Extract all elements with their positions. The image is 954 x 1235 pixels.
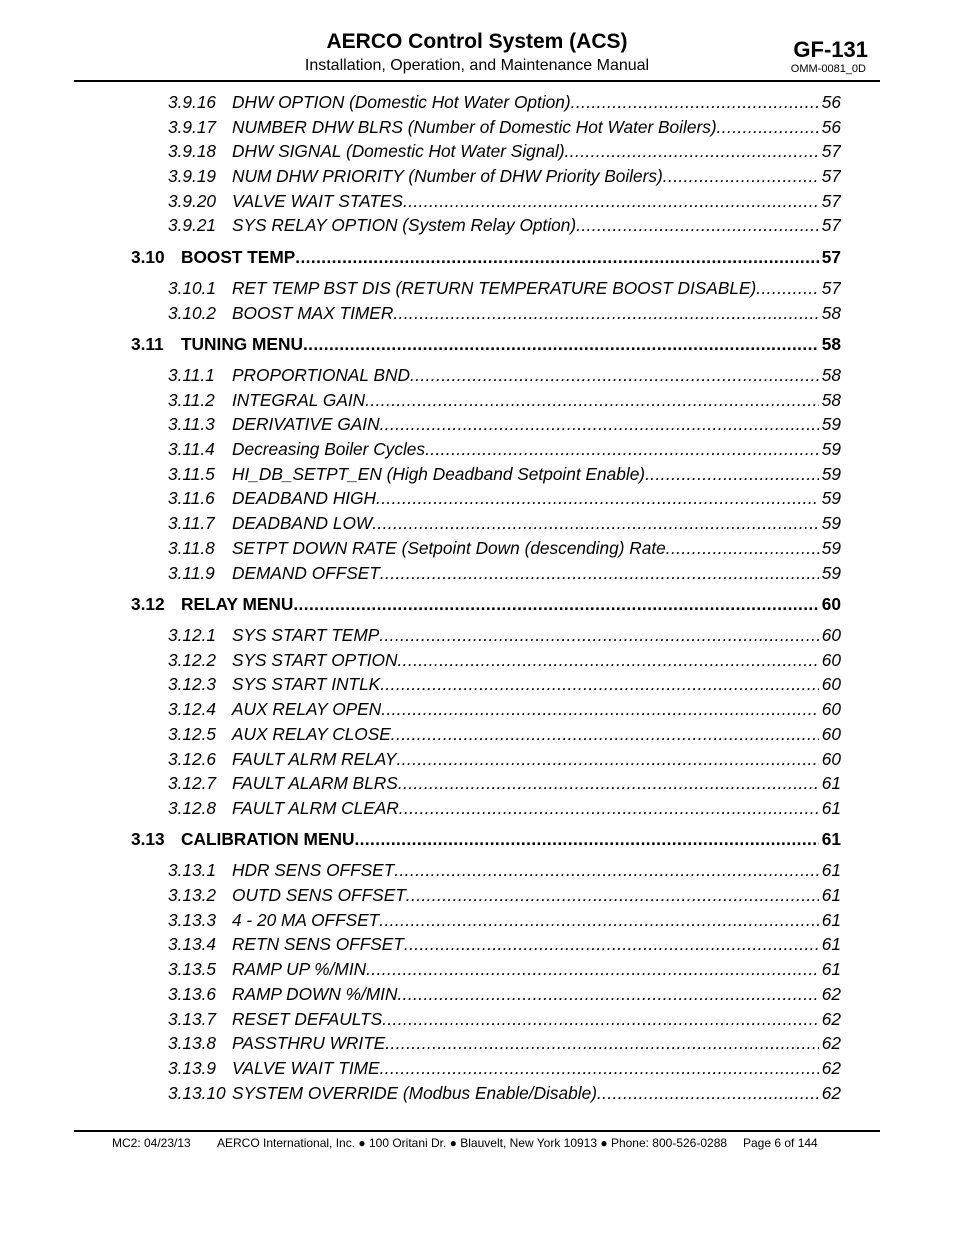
toc-subsection-entry[interactable] bbox=[168, 563, 841, 583]
toc-subsection-entry[interactable] bbox=[168, 773, 841, 793]
toc-entry-page: 57 bbox=[821, 141, 841, 161]
toc-entry-title: FAULT ALARM BLRS bbox=[232, 773, 398, 793]
toc-dot-leader bbox=[663, 166, 819, 186]
toc-entry-title: PASSTHRU WRITE bbox=[232, 1033, 386, 1053]
toc-entry-number: 3.13.10 bbox=[168, 1083, 226, 1103]
toc-dot-leader bbox=[380, 674, 819, 694]
toc-entry-number: 3.13.1 bbox=[168, 860, 217, 880]
toc-entry-title: HDR SENS OFFSET bbox=[232, 860, 395, 880]
toc-entry-title: VALVE WAIT TIME bbox=[232, 1058, 380, 1078]
toc-entry-title: DHW SIGNAL (Domestic Hot Water Signal) bbox=[232, 141, 565, 161]
toc-subsection-entry[interactable] bbox=[168, 92, 841, 112]
toc-entry-title: CALIBRATION MENU bbox=[181, 829, 355, 849]
toc-entry-number: 3.12.4 bbox=[168, 699, 217, 719]
toc-entry-title: RET TEMP BST DIS (RETURN TEMPERATURE BOOST DISABLE) bbox=[232, 278, 757, 298]
toc-entry-number: 3.11.7 bbox=[168, 513, 215, 533]
toc-entry-page: 56 bbox=[821, 117, 841, 137]
toc-dot-leader bbox=[397, 984, 818, 1004]
toc-entry-page: 62 bbox=[821, 1058, 841, 1078]
toc-subsection-entry[interactable] bbox=[168, 724, 841, 744]
toc-subsection-entry[interactable] bbox=[168, 1083, 841, 1103]
toc-dot-leader bbox=[397, 749, 819, 769]
toc-dot-leader bbox=[295, 247, 819, 267]
toc-entry-page: 58 bbox=[821, 303, 841, 323]
toc-entry-number: 3.11.1 bbox=[168, 365, 215, 385]
toc-entry-number: 3.9.19 bbox=[168, 166, 217, 186]
toc-entry-number: 3.9.18 bbox=[168, 141, 217, 161]
toc-entry-title: DEMAND OFFSET bbox=[232, 563, 380, 583]
toc-entry-title: SYS START TEMP bbox=[232, 625, 380, 645]
toc-subsection-entry[interactable] bbox=[168, 117, 841, 137]
toc-dot-leader bbox=[379, 625, 819, 645]
toc-entry-page: 62 bbox=[821, 984, 841, 1004]
toc-entry-number: 3.11.8 bbox=[168, 538, 215, 558]
toc-entry-page: 59 bbox=[821, 464, 841, 484]
toc-entry-title: SETPT DOWN RATE (Setpoint Down (descending) Rate bbox=[232, 538, 666, 558]
toc-dot-leader bbox=[385, 1033, 818, 1053]
toc-entry-title: DEADBAND HIGH bbox=[232, 488, 377, 508]
toc-dot-leader bbox=[293, 594, 818, 614]
toc-entry-number: 3.11.6 bbox=[168, 488, 215, 508]
toc-entry-page: 60 bbox=[821, 699, 841, 719]
toc-subsection-entry[interactable] bbox=[168, 141, 841, 161]
toc-subsection-entry[interactable] bbox=[168, 538, 841, 558]
toc-entry-title: OUTD SENS OFFSET bbox=[232, 885, 406, 905]
toc-entry-page: 59 bbox=[821, 563, 841, 583]
toc-entry-number: 3.9.16 bbox=[168, 92, 217, 112]
toc-entry-page: 57 bbox=[821, 166, 841, 186]
toc-entry-number: 3.13.7 bbox=[168, 1009, 217, 1029]
footer-divider bbox=[74, 1130, 880, 1132]
toc-entry-number: 3.13.4 bbox=[168, 934, 217, 954]
toc-dot-leader bbox=[394, 860, 819, 880]
toc-dot-leader bbox=[380, 563, 819, 583]
toc-entry-title: NUMBER DHW BLRS (Number of Domestic Hot Water Boilers) bbox=[232, 117, 717, 137]
toc-entry-number: 3.12.6 bbox=[168, 749, 217, 769]
toc-section-entry[interactable] bbox=[131, 334, 841, 354]
toc-subsection-entry[interactable] bbox=[168, 885, 841, 905]
toc-entry-title: HI_DB_SETPT_EN (High Deadband Setpoint Enable) bbox=[232, 464, 646, 484]
toc-entry-number: 3.11.9 bbox=[168, 563, 215, 583]
toc-entry-page: 58 bbox=[821, 365, 841, 385]
toc-subsection-entry[interactable] bbox=[168, 166, 841, 186]
document-number: OMM-0081_0D bbox=[790, 63, 866, 75]
toc-entry-page: 58 bbox=[821, 390, 841, 410]
toc-subsection-entry[interactable] bbox=[168, 699, 841, 719]
toc-entry-page: 59 bbox=[821, 488, 841, 508]
toc-dot-leader bbox=[366, 959, 819, 979]
toc-entry-number: 3.13 bbox=[131, 829, 165, 849]
toc-entry-number: 3.10.2 bbox=[168, 303, 217, 323]
toc-entry-page: 61 bbox=[821, 773, 841, 793]
toc-entry-title: DEADBAND LOW bbox=[232, 513, 373, 533]
toc-subsection-entry[interactable] bbox=[168, 390, 841, 410]
toc-entry-number: 3.12.1 bbox=[168, 625, 217, 645]
toc-entry-title: RETN SENS OFFSET bbox=[232, 934, 404, 954]
toc-entry-number: 3.12.8 bbox=[168, 798, 217, 818]
toc-entry-page: 60 bbox=[821, 674, 841, 694]
document-subtitle: Installation, Operation, and Maintenance Manual bbox=[304, 57, 650, 74]
toc-entry-number: 3.12.2 bbox=[168, 650, 217, 670]
toc-entry-title: AUX RELAY CLOSE bbox=[232, 724, 391, 744]
toc-dot-leader bbox=[303, 334, 819, 354]
toc-subsection-entry[interactable] bbox=[168, 959, 841, 979]
toc-dot-leader bbox=[381, 699, 819, 719]
toc-entry-page: 59 bbox=[821, 439, 841, 459]
toc-subsection-entry[interactable] bbox=[168, 278, 841, 298]
toc-entry-number: 3.13.2 bbox=[168, 885, 217, 905]
toc-entry-number: 3.12.7 bbox=[168, 773, 217, 793]
toc-dot-leader bbox=[756, 278, 819, 298]
toc-entry-number: 3.13.5 bbox=[168, 959, 217, 979]
toc-subsection-entry[interactable] bbox=[168, 215, 841, 235]
toc-dot-leader bbox=[576, 215, 819, 235]
toc-dot-leader bbox=[397, 650, 818, 670]
footer-date: MC2: 04/23/13 bbox=[112, 1136, 191, 1150]
toc-dot-leader bbox=[382, 1009, 819, 1029]
toc-entry-page: 60 bbox=[821, 650, 841, 670]
toc-subsection-entry[interactable] bbox=[168, 798, 841, 818]
toc-entry-title: DHW OPTION (Domestic Hot Water Option) bbox=[232, 92, 571, 112]
toc-entry-number: 3.11 bbox=[131, 334, 164, 354]
toc-entry-number: 3.11.4 bbox=[168, 439, 215, 459]
toc-entry-title: INTEGRAL GAIN bbox=[232, 390, 366, 410]
toc-section-entry[interactable] bbox=[131, 829, 841, 849]
toc-entry-title: BOOST MAX TIMER bbox=[232, 303, 394, 323]
toc-subsection-entry[interactable] bbox=[168, 365, 841, 385]
toc-entry-page: 56 bbox=[821, 92, 841, 112]
toc-dot-leader bbox=[380, 414, 819, 434]
toc-entry-title: SYS START INTLK bbox=[232, 674, 381, 694]
toc-entry-title: SYSTEM OVERRIDE (Modbus Enable/Disable) bbox=[232, 1083, 597, 1103]
toc-entry-number: 3.13.6 bbox=[168, 984, 217, 1004]
toc-entry-page: 60 bbox=[821, 594, 841, 614]
toc-entry-page: 57 bbox=[821, 191, 841, 211]
toc-dot-leader bbox=[666, 538, 819, 558]
toc-subsection-entry[interactable] bbox=[168, 1033, 841, 1053]
toc-entry-number: 3.12 bbox=[131, 594, 165, 614]
toc-entry-number: 3.9.17 bbox=[168, 117, 217, 137]
toc-dot-leader bbox=[645, 464, 819, 484]
toc-entry-number: 3.9.21 bbox=[168, 215, 217, 235]
toc-entry-title: RESET DEFAULTS bbox=[232, 1009, 383, 1029]
toc-entry-number: 3.12.3 bbox=[168, 674, 217, 694]
toc-dot-leader bbox=[393, 303, 818, 323]
toc-subsection-entry[interactable] bbox=[168, 625, 841, 645]
toc-entry-page: 59 bbox=[821, 538, 841, 558]
toc-dot-leader bbox=[597, 1083, 819, 1103]
toc-entry-title: AUX RELAY OPEN bbox=[232, 699, 382, 719]
toc-dot-leader bbox=[571, 92, 819, 112]
toc-dot-leader bbox=[410, 365, 819, 385]
toc-entry-title: VALVE WAIT STATES bbox=[232, 191, 403, 211]
toc-entry-title: SYS RELAY OPTION (System Relay Option) bbox=[232, 215, 577, 235]
toc-entry-title: FAULT ALRM RELAY bbox=[232, 749, 397, 769]
toc-entry-page: 59 bbox=[821, 513, 841, 533]
toc-dot-leader bbox=[354, 829, 818, 849]
toc-entry-page: 60 bbox=[821, 625, 841, 645]
toc-entry-page: 62 bbox=[821, 1083, 841, 1103]
toc-dot-leader bbox=[404, 934, 819, 954]
toc-entry-title: RAMP DOWN %/MIN bbox=[232, 984, 398, 1004]
toc-subsection-entry[interactable] bbox=[168, 1009, 841, 1029]
toc-subsection-entry[interactable] bbox=[168, 1058, 841, 1078]
toc-entry-number: 3.13.8 bbox=[168, 1033, 217, 1053]
toc-subsection-entry[interactable] bbox=[168, 674, 841, 694]
toc-entry-number: 3.13.3 bbox=[168, 910, 217, 930]
toc-section-entry[interactable] bbox=[131, 247, 841, 267]
toc-entry-page: 62 bbox=[821, 1033, 841, 1053]
toc-dot-leader bbox=[403, 191, 819, 211]
toc-dot-leader bbox=[379, 910, 819, 930]
toc-entry-number: 3.11.2 bbox=[168, 390, 215, 410]
toc-entry-page: 61 bbox=[821, 798, 841, 818]
toc-entry-page: 58 bbox=[821, 334, 841, 354]
toc-dot-leader bbox=[365, 390, 819, 410]
toc-subsection-entry[interactable] bbox=[168, 414, 841, 434]
toc-subsection-entry[interactable] bbox=[168, 439, 841, 459]
toc-entry-number: 3.11.3 bbox=[168, 414, 215, 434]
toc-entry-title: NUM DHW PRIORITY (Number of DHW Priority Boilers) bbox=[232, 166, 663, 186]
toc-entry-page: 61 bbox=[821, 934, 841, 954]
toc-dot-leader bbox=[376, 488, 819, 508]
footer-page-number: Page 6 of 144 bbox=[743, 1136, 818, 1150]
toc-dot-leader bbox=[425, 439, 819, 459]
toc-section-entry[interactable] bbox=[131, 594, 841, 614]
toc-dot-leader bbox=[399, 798, 819, 818]
toc-dot-leader bbox=[372, 513, 819, 533]
toc-subsection-entry[interactable] bbox=[168, 934, 841, 954]
toc-entry-title: RAMP UP %/MIN bbox=[232, 959, 367, 979]
toc-subsection-entry[interactable] bbox=[168, 191, 841, 211]
toc-entry-page: 61 bbox=[821, 885, 841, 905]
toc-dot-leader bbox=[380, 1058, 819, 1078]
toc-entry-page: 57 bbox=[821, 247, 841, 267]
toc-entry-title: SYS START OPTION bbox=[232, 650, 398, 670]
toc-subsection-entry[interactable] bbox=[168, 910, 841, 930]
toc-entry-title: TUNING MENU bbox=[181, 334, 303, 354]
toc-subsection-entry[interactable] bbox=[168, 984, 841, 1004]
header-divider bbox=[74, 80, 880, 82]
toc-subsection-entry[interactable] bbox=[168, 650, 841, 670]
toc-entry-title: DERIVATIVE GAIN bbox=[232, 414, 380, 434]
toc-dot-leader bbox=[406, 885, 819, 905]
toc-entry-number: 3.9.20 bbox=[168, 191, 217, 211]
toc-subsection-entry[interactable] bbox=[168, 513, 841, 533]
toc-entry-page: 57 bbox=[821, 278, 841, 298]
toc-dot-leader bbox=[391, 724, 819, 744]
document-code: GF-131 bbox=[793, 37, 868, 62]
toc-subsection-entry[interactable] bbox=[168, 303, 841, 323]
toc-entry-title: FAULT ALRM CLEAR bbox=[232, 798, 399, 818]
toc-dot-leader bbox=[717, 117, 819, 137]
toc-dot-leader bbox=[565, 141, 819, 161]
toc-entry-page: 61 bbox=[821, 959, 841, 979]
toc-entry-page: 62 bbox=[821, 1009, 841, 1029]
toc-dot-leader bbox=[398, 773, 819, 793]
toc-entry-page: 59 bbox=[821, 414, 841, 434]
toc-entry-title: Decreasing Boiler Cycles bbox=[232, 439, 426, 459]
toc-entry-page: 61 bbox=[821, 910, 841, 930]
toc-entry-title: BOOST TEMP bbox=[181, 247, 296, 267]
toc-entry-number: 3.13.9 bbox=[168, 1058, 217, 1078]
toc-entry-page: 60 bbox=[821, 724, 841, 744]
toc-entry-page: 61 bbox=[821, 860, 841, 880]
footer-address: AERCO International, Inc. ● 100 Oritani Dr. ● Blauvelt, New York 10913 ● Phone: 800-526-0288 bbox=[217, 1136, 728, 1150]
toc-entry-page: 57 bbox=[821, 215, 841, 235]
toc-entry-title: RELAY MENU bbox=[181, 594, 294, 614]
toc-entry-number: 3.12.5 bbox=[168, 724, 217, 744]
toc-subsection-entry[interactable] bbox=[168, 749, 841, 769]
toc-entry-title: 4 - 20 MA OFFSET bbox=[232, 910, 380, 930]
toc-entry-number: 3.10.1 bbox=[168, 278, 217, 298]
toc-subsection-entry[interactable] bbox=[168, 860, 841, 880]
toc-entry-page: 61 bbox=[821, 829, 841, 849]
toc-subsection-entry[interactable] bbox=[168, 488, 841, 508]
document-title: AERCO Control System (ACS) bbox=[326, 30, 628, 53]
toc-entry-title: PROPORTIONAL BND bbox=[232, 365, 410, 385]
toc-entry-page: 60 bbox=[821, 749, 841, 769]
toc-entry-number: 3.10 bbox=[131, 247, 165, 267]
toc-subsection-entry[interactable] bbox=[168, 464, 841, 484]
toc-entry-number: 3.11.5 bbox=[168, 464, 215, 484]
